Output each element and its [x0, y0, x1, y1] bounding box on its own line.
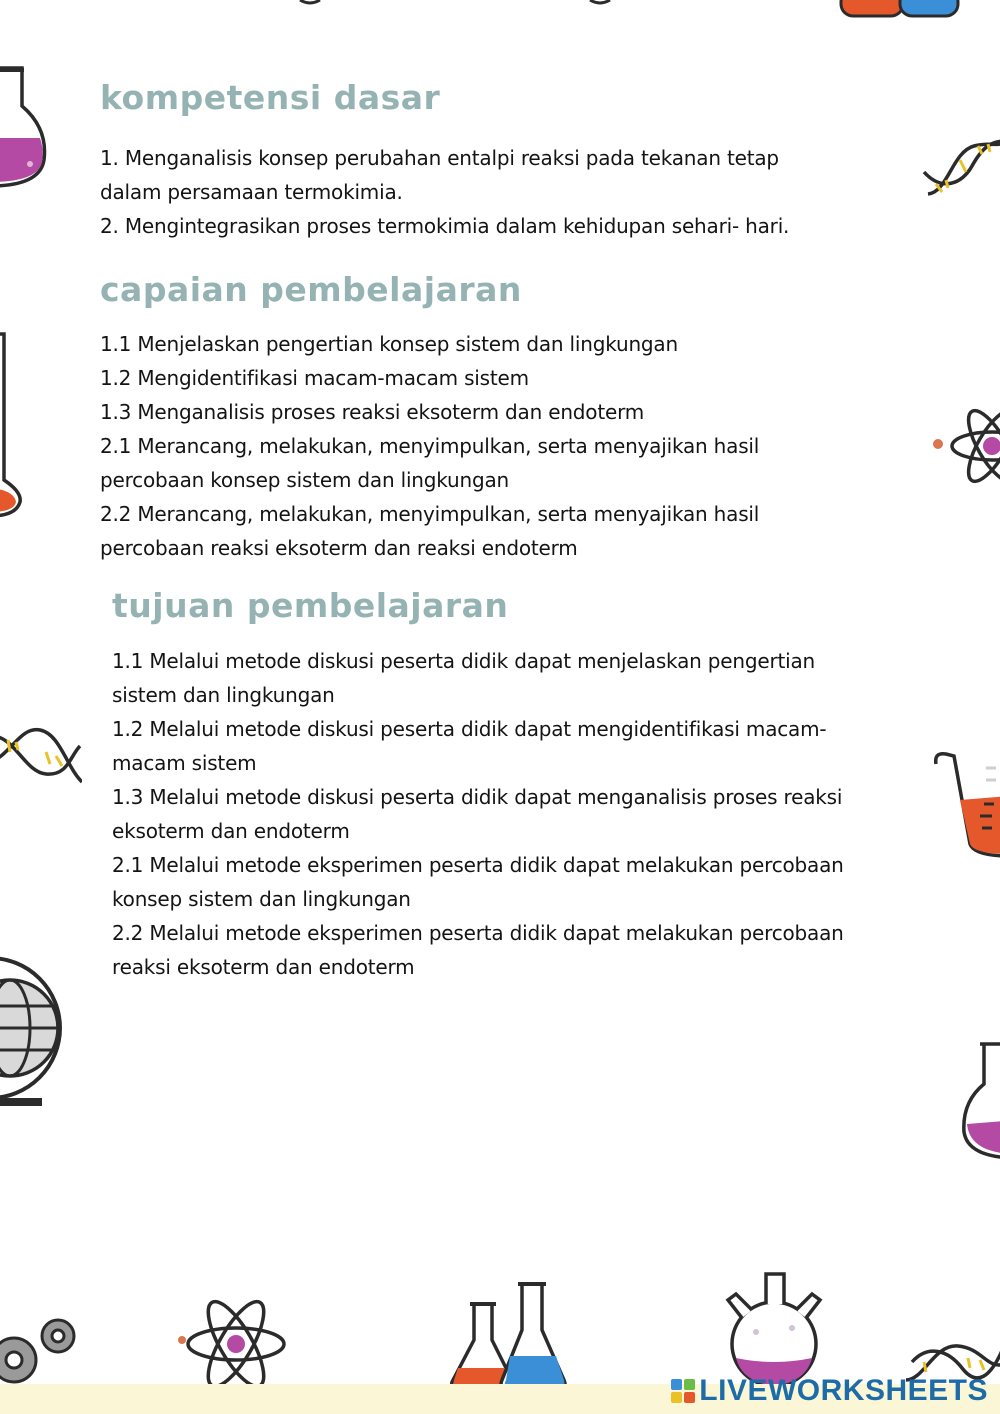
list-item: konsep sistem dan lingkungan [112, 887, 411, 911]
list-item: dalam persamaan termokimia. [100, 180, 403, 204]
flask-icon [958, 1040, 1000, 1164]
list-item: percobaan konsep sistem dan lingkungan [100, 468, 510, 492]
list-item: 1.2 Melalui metode diskusi peserta didik dapat mengidentifikasi macam- [112, 717, 827, 741]
list-item: 1. Menganalisis konsep perubahan entalpi reaksi pada tekanan tetap [100, 146, 779, 170]
list-item: 1.3 Melalui metode diskusi peserta didik dapat menganalisis proses reaksi [112, 785, 843, 809]
list-item: macam sistem [112, 751, 257, 775]
gears-icon [0, 1312, 84, 1386]
conical-flasks-icon [446, 1280, 570, 1394]
round-bottom-flask-icon [722, 1270, 826, 1388]
liveworksheets-logo [671, 1374, 988, 1408]
list-item: eksoterm dan endoterm [112, 819, 350, 843]
liveworksheets-logo-icon [671, 1379, 695, 1403]
thermometer-icon [0, 330, 30, 520]
capaian-pembelajaran-list [100, 327, 759, 565]
tujuan-pembelajaran-list [112, 644, 844, 984]
list-item: 1.1 Melalui metode diskusi peserta didik dapat menjelaskan pengertian [112, 649, 816, 673]
section-heading-kompetensi-dasar: kompetensi dasar [100, 78, 441, 117]
list-item: 2. Mengintegrasikan proses termokimia dalam kehidupan sehari- hari. [100, 214, 790, 238]
atom-icon [176, 1296, 294, 1392]
list-item: 2.2 Merancang, melakukan, menyimpulkan, serta menyajikan hasil [100, 502, 760, 526]
list-item: percobaan reaksi eksoterm dan reaksi endoterm [100, 536, 578, 560]
section-heading-capaian-pembelajaran: capaian pembelajaran [100, 270, 522, 309]
flask-icon [0, 66, 50, 190]
top-cut-icon [280, 0, 700, 8]
test-tube-rack-icon [838, 0, 962, 22]
kompetensi-dasar-list [100, 141, 789, 243]
dna-icon [0, 716, 82, 788]
section-heading-tujuan-pembelajaran: tujuan pembelajaran [112, 586, 509, 625]
globe-icon [0, 956, 70, 1112]
list-item: 2.1 Merancang, melakukan, menyimpulkan, serta menyajikan hasil [100, 434, 760, 458]
list-item: 1.2 Mengidentifikasi macam-macam sistem [100, 366, 529, 390]
list-item: sistem dan lingkungan [112, 683, 335, 707]
list-item: 1.3 Menganalisis proses reaksi eksoterm dan endoterm [100, 400, 645, 424]
list-item: 1.1 Menjelaskan pengertian konsep sistem dan lingkungan [100, 332, 678, 356]
beaker-icon [930, 744, 1000, 860]
list-item: 2.2 Melalui metode eksperimen peserta didik dapat melakukan percobaan [112, 921, 844, 945]
atom-icon [928, 396, 1000, 496]
list-item: 2.1 Melalui metode eksperimen peserta didik dapat melakukan percobaan [112, 853, 844, 877]
watermark-text: LIVEWORKSHEETS [699, 1374, 988, 1407]
dna-icon [922, 132, 1000, 204]
list-item: reaksi eksoterm dan endoterm [112, 955, 415, 979]
